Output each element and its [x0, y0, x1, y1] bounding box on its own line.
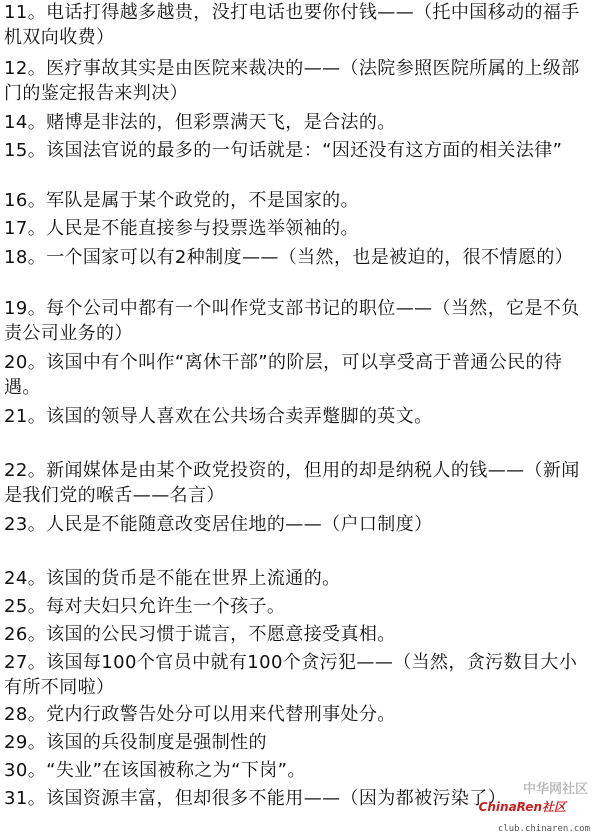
- item-text: “失业”在该国被称之为“下岗”。: [46, 760, 306, 781]
- item-text: 该国法官说的最多的一句话就是：“因还没有这方面的相关法律”: [46, 140, 563, 161]
- item-text: 医疗事故其实是由医院来裁决的——（法院参照医院所属的上级部门的鉴定报告来判决）: [4, 58, 580, 104]
- watermark: [478, 776, 590, 834]
- watermark-url: club.chinaren.com: [497, 824, 590, 834]
- item-number: 29。: [4, 732, 47, 753]
- list-item-15: [4, 138, 592, 163]
- item-text: 每对夫妇只允许生一个孩子。: [46, 596, 286, 617]
- list-item-25: [4, 594, 592, 619]
- item-text: 电话打得越多越贵，没打电话也要你付钱——（托中国移动的福手机双向收费）: [4, 2, 580, 48]
- item-number: 11。: [4, 2, 47, 23]
- list-item-23: [4, 512, 592, 537]
- item-number: 19。: [4, 298, 47, 319]
- list-item-26: [4, 622, 592, 647]
- item-text: 人民是不能直接参与投票选举领袖的。: [46, 218, 359, 239]
- list-item-14: [4, 110, 592, 135]
- item-text: 该国的领导人喜欢在公共场合卖弄蹩脚的英文。: [46, 406, 433, 427]
- item-number: 24。: [4, 568, 47, 589]
- list-item-24: [4, 566, 592, 591]
- item-text: 赌博是非法的，但彩票满天飞，是合法的。: [46, 112, 396, 133]
- list-item-20: [4, 350, 592, 400]
- item-number: 30。: [4, 760, 47, 781]
- item-number: 12。: [4, 58, 47, 79]
- item-text: 该国每100个官员中就有100个贪污犯——（当然，贪污数目大小有所不同啦）: [4, 652, 578, 698]
- list-item-27: [4, 650, 592, 700]
- item-number: 17。: [4, 218, 47, 239]
- list-item-12: [4, 56, 592, 106]
- list-item-29: [4, 730, 592, 755]
- item-number: 22。: [4, 460, 47, 481]
- item-text: 该国中有个叫作“离休干部”的阶层，可以享受高于普通公民的待遇。: [4, 352, 563, 398]
- item-text: 党内行政警告处分可以用来代替刑事处分。: [46, 704, 396, 725]
- item-text: 新闻媒体是由某个政党投资的，但用的却是纳税人的钱——（新闻是我们党的喉舌——名言）: [4, 460, 580, 506]
- list-item-18: [4, 245, 592, 270]
- watermark-cn-text: 中华网社区: [522, 782, 588, 797]
- item-number: 27。: [4, 652, 47, 673]
- item-text: 该国的货币是不能在世界上流通的。: [46, 568, 341, 589]
- item-number: 23。: [4, 514, 47, 535]
- item-number: 21。: [4, 406, 47, 427]
- item-text: 人民是不能随意改变居住地的——（户口制度）: [46, 514, 433, 535]
- item-number: 14。: [4, 112, 47, 133]
- item-number: 25。: [4, 596, 47, 617]
- item-number: 28。: [4, 704, 47, 725]
- item-number: 15。: [4, 140, 47, 161]
- item-number: 26。: [4, 624, 47, 645]
- list-item-17: [4, 216, 592, 241]
- item-text: 一个国家可以有2种制度——（当然，也是被迫的，很不情愿的）: [46, 247, 574, 268]
- item-text: 军队是属于某个政党的，不是国家的。: [46, 190, 359, 211]
- item-text: 每个公司中都有一个叫作党支部书记的职位——（当然，它是不负责公司业务的）: [4, 298, 580, 344]
- list-item-21: [4, 404, 592, 429]
- list-item-11: [4, 0, 592, 50]
- item-number: 18。: [4, 247, 47, 268]
- item-text: 该国的公民习惯于谎言，不愿意接受真相。: [46, 624, 396, 645]
- item-number: 31。: [4, 788, 47, 809]
- chinaren-logo: ChinaRen社区: [478, 800, 566, 814]
- item-text: 该国的兵役制度是强制性的: [46, 732, 267, 753]
- list-item-22: [4, 458, 592, 508]
- list-item-28: [4, 702, 592, 727]
- item-number: 16。: [4, 190, 47, 211]
- list-item-19: [4, 296, 592, 346]
- list-item-16: [4, 188, 592, 213]
- item-text: 该国资源丰富，但却很多不能用——（因为都被污染了）: [46, 788, 507, 809]
- item-number: 20。: [4, 352, 47, 373]
